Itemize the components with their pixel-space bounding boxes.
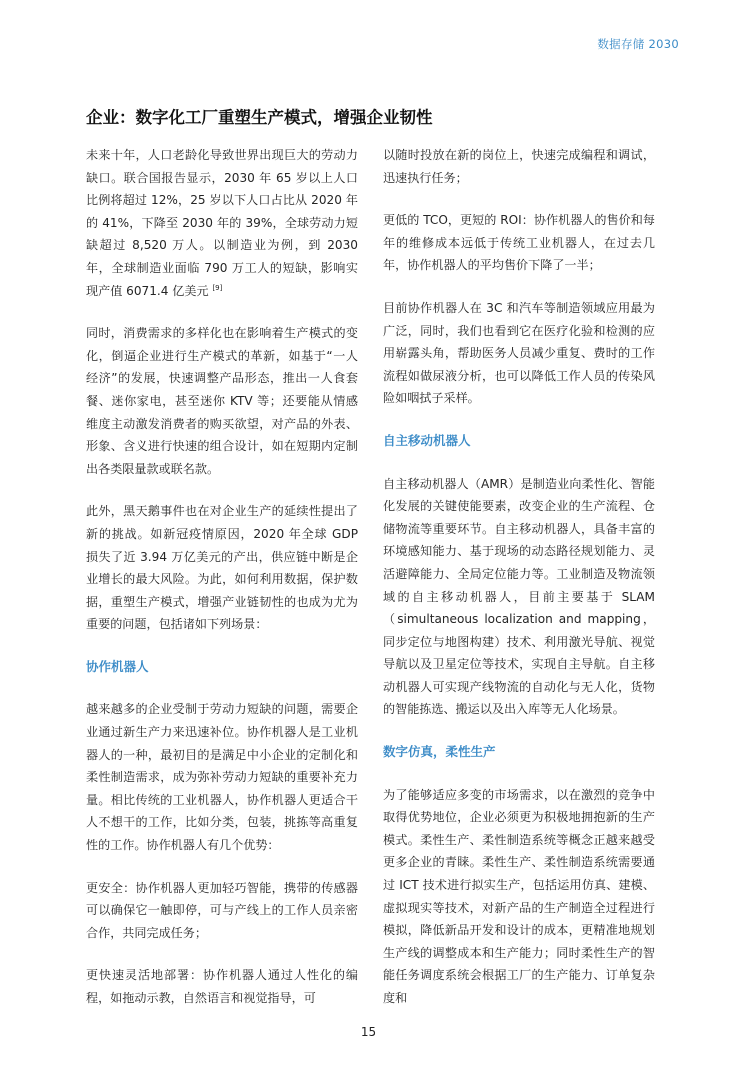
- page-number: 15: [360, 1025, 377, 1039]
- heading-digital-simulation: 数字仿真，柔性生产: [383, 744, 496, 760]
- paragraph-text: 未来十年，人口老龄化导致世界出现巨大的劳动力缺口。联合国报告显示，2030 年 65 岁以上人口比例将超过 12%，25 岁以下人口占比从 2020 年的 41%，下降至 2030 年的 39%，全球劳动力短缺超过 8,520 万人。以制造业为例，到 2030 年，全球制造业面临 790 万工人的短缺，影响实现产值 6071.4 亿美元: [86, 148, 358, 298]
- reference-marker: [9]: [212, 283, 223, 292]
- left-column: [86, 144, 358, 1030]
- paragraph-cobot-intro: 越来越多的企业受制于劳动力短缺的问题，需要企业通过新生产力来迅速补位。协作机器人是工业机器人的一种，最初目的是满足中小企业的定制化和柔性制造需求，成为弥补劳动力短缺的重要补充力量。相比传统的工业机器人，协作机器人更适合干人不想干的工作，比如分类，包装，挑拣等高重复性的工作。协作机器人有几个优势：: [86, 702, 358, 853]
- heading-amr: 自主移动机器人: [383, 432, 471, 448]
- right-column: [383, 144, 655, 1030]
- paragraph-amr: 自主移动机器人（AMR）是制造业向柔性化、智能化发展的关键使能要素，改变企业的生产流程、仓储物流等重要环节。自主移动机器人，具备丰富的环境感知能力、基于现场的动态路径规划能力、灵活避障能力、全局定位能力等。工业制造及物流领域的自主移动机器人，目前主要基于 SLAM（simultaneous localization and mapping，同步定位与地图构建）技术、利用激光导航、视觉导航以及卫星定位等技术，实现自主导航。自主移动机器人可实现产线物流的自动化与无人化，货物的智能拣选、搬运以及出入库等无人化场景。: [383, 476, 655, 717]
- paragraph-cobot-deploy: 更快速灵活地部署：协作机器人通过人性化的编程，如拖动示教，自然语言和视觉指导，可: [86, 968, 358, 1005]
- paragraph-flexible-production: 为了能够适应多变的市场需求，以在激烈的竞争中取得优势地位，企业必须更为积极地拥抱新的生产模式。柔性生产、柔性制造系统等概念正越来越受更多企业的青睐。柔性生产、柔性制造系统需要通过 ICT 技术进行拟实生产，包括运用仿真、建模、虚拟现实等技术，对新产品的生产制造全过程进行模拟，降低新品开发和设计的成本，更精准地规划生产线的调整成本和生产能力；同时柔性生产的智能任务调度系统会根据工厂的生产能力、订单复杂度和: [383, 787, 655, 1005]
- paragraph-consumer-demand: 同时，消费需求的多样化也在影响着生产模式的变化，倒逼企业进行生产模式的革新，如基于“一人经济”的发展，快速调整产品形态，推出一人食套餐、迷你家电，甚至迷你 KTV 等；还要能从情感维度主动激发消费者的购买欲望，对产品的外表、形象、含义进行快速的组合设计，如在短期内定制出各类限量款或联名款。: [86, 326, 358, 476]
- paragraph-cobot-applications: 目前协作机器人在 3C 和汽车等制造领域应用最为广泛，同时，我们也看到它在医疗化验和检测的应用崭露头角，帮助医务人员减少重复、费时的工作流程如做尿液分析，也可以降低工作人员的传染风险如咽拭子采样。: [383, 300, 655, 406]
- heading-cobot: 协作机器人: [86, 658, 149, 674]
- paragraph-black-swan: 此外，黑天鹅事件也在对企业生产的延续性提出了新的挑战。如新冠疫情原因，2020 年全球 GDP 损失了近 3.94 万亿美元的产出，供应链中断是企业增长的最大风险。为此，如何利用数据，保护数据，重塑生产模式，增强产业链韧性的也成为尤为重要的问题，包括诸如下列场景：: [86, 504, 358, 632]
- paragraph-cobot-safety: 更安全：协作机器人更加轻巧智能，携带的传感器可以确保它一触即停，可与产线上的工作人员亲密合作，共同完成任务；: [86, 880, 358, 940]
- paragraph-labor-shortage: [86, 144, 358, 302]
- running-header: 数据存储 2030: [597, 37, 679, 51]
- section-title: 企业：数字化工厂重塑生产模式，增强企业韧性: [86, 108, 433, 127]
- paragraph-cobot-deploy-cont: 以随时投放在新的岗位上，快速完成编程和调试，迅速执行任务；: [383, 148, 655, 185]
- paragraph-cobot-tco: 更低的 TCO，更短的 ROI：协作机器人的售价和每年的维修成本远低于传统工业机器人，在过去几年，协作机器人的平均售价下降了一半；: [383, 213, 655, 273]
